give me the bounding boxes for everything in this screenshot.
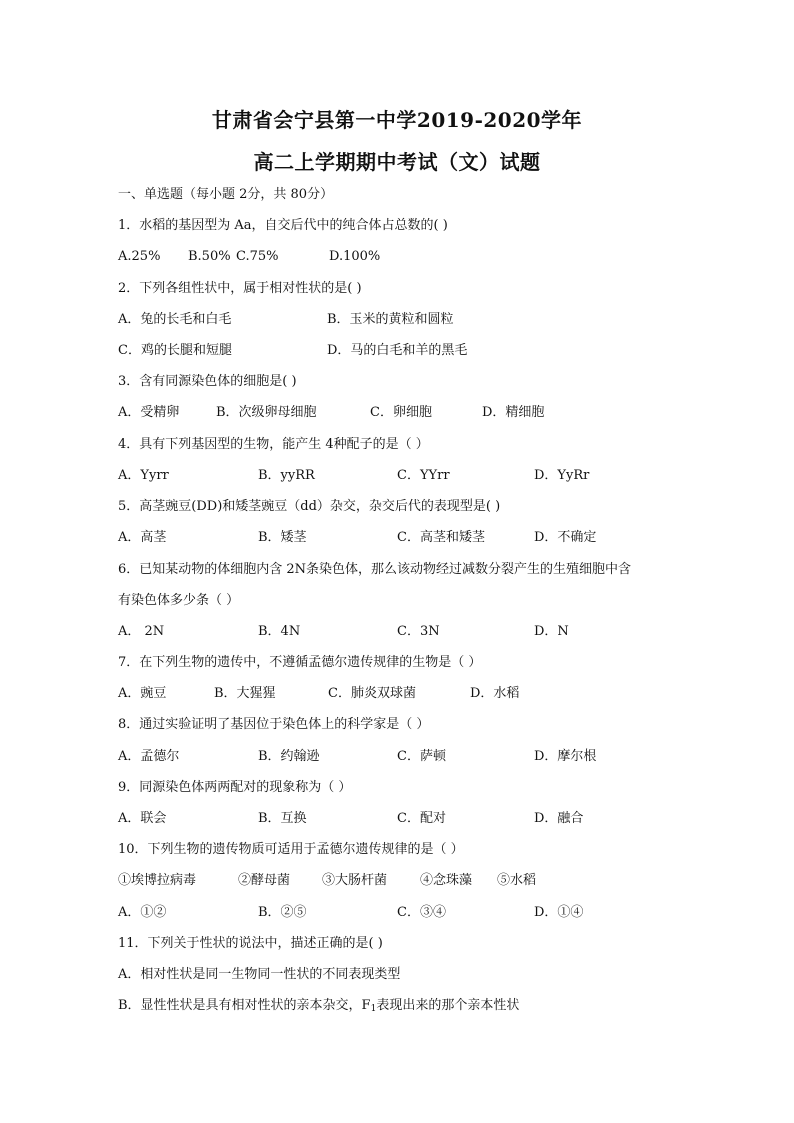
question-4-option-c: C．YYrr: [397, 468, 450, 483]
question-7-option-d: D．水稻: [470, 686, 520, 701]
question-6-option-d: D．N: [534, 624, 569, 639]
question-3-option-c: C．卵细胞: [370, 405, 432, 420]
question-11-option-b: [118, 997, 519, 1018]
question-3-option-d: D．精细胞: [482, 405, 545, 420]
question-1-stem: 1．水稻的基因型为 Aa，自交后代中的纯合体占总数的( ): [118, 218, 448, 233]
question-3-stem: 3．含有同源染色体的细胞是( ): [118, 374, 297, 389]
exam-title-line2: 高二上学期期中考试（文）试题: [253, 150, 541, 174]
question-2-stem: 2．下列各组性状中，属于相对性状的是( ): [118, 281, 362, 296]
question-7-option-a: A．豌豆: [118, 686, 167, 701]
question-9-option-d: D．融合: [534, 811, 584, 826]
section-heading: 一、单选题（每小题 2分，共 80分）: [118, 187, 334, 202]
question-10-option-a: A．①②: [118, 905, 167, 920]
question-6-option-a: A． 2N: [118, 624, 165, 639]
question-11-option-b-post: 表现出来的那个亲本性状: [376, 998, 520, 1013]
question-4-option-b: B．yyRR: [258, 468, 315, 483]
question-1-option-c: C.75%: [236, 249, 279, 264]
question-2-option-c: C．鸡的长腿和短腿: [118, 343, 232, 358]
question-10-item-4: ④念珠藻: [420, 873, 473, 888]
question-7-stem: 7．在下列生物的遗传中，不遵循孟德尔遗传规律的生物是（ ）: [118, 655, 482, 670]
question-6-stem: 6．已知某动物的体细胞内含 2N条染色体，那么该动物经过减数分裂产生的生殖细胞中含: [118, 562, 632, 577]
question-6-option-c: C．3N: [397, 624, 440, 639]
question-10-option-d: D．①④: [534, 905, 584, 920]
question-2-option-d: D．马的白毛和羊的黑毛: [327, 343, 468, 358]
question-3-option-a: A．受精卵: [118, 405, 180, 420]
question-5-option-d: D．不确定: [534, 530, 597, 545]
question-4-stem: 4．具有下列基因型的生物，能产生 4种配子的是（ ）: [118, 437, 429, 452]
question-10-option-b: B．②⑤: [258, 905, 307, 920]
question-5-option-b: B．矮茎: [258, 530, 307, 545]
question-2-option-b: B．玉米的黄粒和圆粒: [327, 312, 454, 327]
question-10-option-c: C．③④: [397, 905, 446, 920]
question-11-option-b-pre: B．显性性状是具有相对性状的亲本杂交，F: [118, 998, 371, 1013]
question-1-option-b: B.50%: [188, 249, 231, 264]
question-3-option-b: B．次级卵母细胞: [216, 405, 317, 420]
exam-title-line1: 甘肃省会宁县第一中学2019-2020学年: [211, 108, 583, 132]
question-9-option-c: C．配对: [397, 811, 446, 826]
question-8-option-b: B．约翰逊: [258, 749, 320, 764]
question-9-stem: 9．同源染色体两两配对的现象称为（ ）: [118, 780, 352, 795]
question-10-stem: 10．下列生物的遗传物质可适用于孟德尔遗传规律的是（ ）: [118, 842, 464, 857]
question-4-option-a: A．Yyrr: [118, 468, 169, 483]
question-8-option-a: A．孟德尔: [118, 749, 180, 764]
question-5-option-c: C．高茎和矮茎: [397, 530, 485, 545]
question-1-option-d: D.100%: [329, 249, 381, 264]
question-10-item-3: ③大肠杆菌: [322, 873, 388, 888]
question-2-option-a: A．兔的长毛和白毛: [118, 312, 232, 327]
question-9-option-a: A．联会: [118, 811, 167, 826]
question-11-stem: 11．下列关于性状的说法中，描述正确的是( ): [118, 936, 383, 951]
question-6-option-b: B．4N: [258, 624, 301, 639]
question-7-option-b: B．大猩猩: [214, 686, 276, 701]
question-6-stem-continued: 有染色体多少条（ ）: [118, 593, 240, 608]
question-9-option-b: B．互换: [258, 811, 307, 826]
question-7-option-c: C．肺炎双球菌: [328, 686, 416, 701]
question-5-option-a: A．高茎: [118, 530, 167, 545]
question-4-option-d: D．YyRr: [534, 468, 590, 483]
question-8-option-c: C．萨顿: [397, 749, 446, 764]
question-10-item-5: ⑤水稻: [497, 873, 537, 888]
question-10-item-2: ②酵母菌: [238, 873, 291, 888]
question-10-item-1: ①埃博拉病毒: [118, 873, 197, 888]
question-1-option-a: A.25%: [118, 249, 161, 264]
question-5-stem: 5．高茎豌豆(DD)和矮茎豌豆（dd）杂交，杂交后代的表现型是( ): [118, 499, 501, 514]
question-8-stem: 8．通过实验证明了基因位于染色体上的科学家是（ ）: [118, 717, 430, 732]
question-11-option-b-subscript: 1: [370, 1004, 377, 1014]
question-8-option-d: D．摩尔根: [534, 749, 597, 764]
question-11-option-a: A．相对性状是同一生物同一性状的不同表现类型: [118, 967, 401, 982]
